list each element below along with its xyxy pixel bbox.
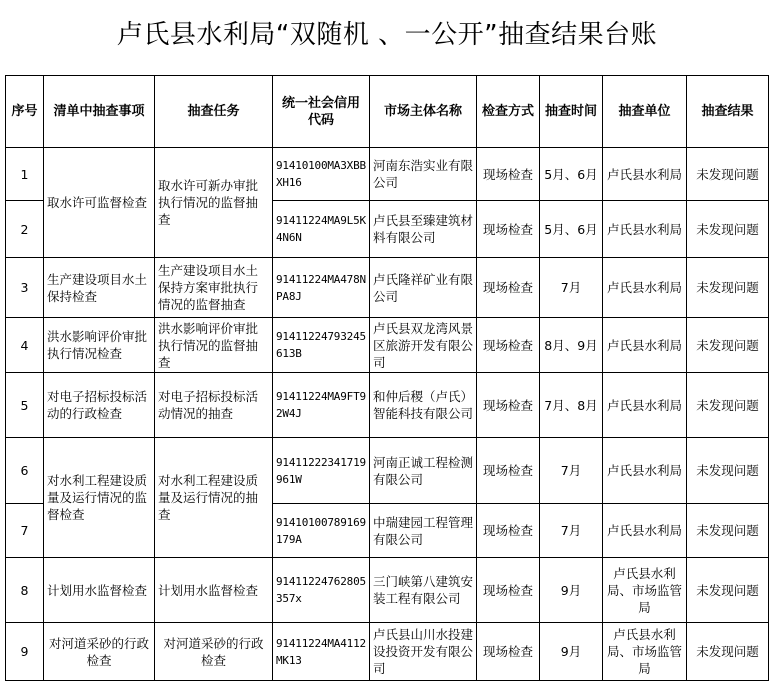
- check-method: 现场检查: [477, 504, 540, 558]
- table-row: [6, 258, 769, 318]
- entity-name: 三门峡第八建筑安装工程有限公司: [370, 558, 477, 623]
- check-time: 5月、6月: [540, 201, 603, 258]
- check-result: 未发现问题: [687, 438, 769, 504]
- check-method: 现场检查: [477, 318, 540, 373]
- check-unit: 卢氏县水利局: [603, 258, 687, 318]
- credit-code: 91410100789169179A: [273, 504, 370, 558]
- check-item: 计划用水监督检查: [44, 558, 155, 623]
- check-result: 未发现问题: [687, 258, 769, 318]
- check-result: 未发现问题: [687, 373, 769, 438]
- check-result: 未发现问题: [687, 318, 769, 373]
- check-time: 7月: [540, 504, 603, 558]
- credit-code: 91410100MA3XBBXH16: [273, 148, 370, 201]
- check-result: 未发现问题: [687, 201, 769, 258]
- entity-name: 中瑞建园工程管理有限公司: [370, 504, 477, 558]
- credit-code: 91411224MA478NPA8J: [273, 258, 370, 318]
- entity-name: 河南正诚工程检测有限公司: [370, 438, 477, 504]
- table-row: [6, 438, 769, 504]
- check-unit: 卢氏县水利局: [603, 373, 687, 438]
- check-time: 7月: [540, 258, 603, 318]
- header-cell: 检查方式: [477, 76, 540, 148]
- header-cell: 清单中抽查事项: [44, 76, 155, 148]
- check-method: 现场检查: [477, 201, 540, 258]
- check-method: 现场检查: [477, 558, 540, 623]
- table-row: [6, 148, 769, 201]
- entity-name: 河南东浩实业有限公司: [370, 148, 477, 201]
- header-cell: 抽查时间: [540, 76, 603, 148]
- check-result: 未发现问题: [687, 558, 769, 623]
- header-cell: 抽查任务: [155, 76, 273, 148]
- check-item: 洪水影响评价审批执行情况检查: [44, 318, 155, 373]
- check-task: 洪水影响评价审批执行情况的监督抽查: [155, 318, 273, 373]
- header-row: [6, 76, 769, 148]
- check-result: 未发现问题: [687, 504, 769, 558]
- check-method: 现场检查: [477, 373, 540, 438]
- credit-code: 91411222341719961W: [273, 438, 370, 504]
- credit-code: 91411224MA4112MK13: [273, 623, 370, 681]
- page-title: 卢氏县水利局“双随机 、一公开”抽查结果台账: [116, 20, 658, 50]
- header-cell: 统一社会信用代码: [273, 76, 370, 148]
- row-number: 5: [6, 373, 44, 438]
- header-cell: 序号: [6, 76, 44, 148]
- check-method: 现场检查: [477, 623, 540, 681]
- credit-code: 91411224762805357x: [273, 558, 370, 623]
- check-time: 5月、6月: [540, 148, 603, 201]
- table-row: [6, 373, 769, 438]
- check-unit: 卢氏县水利局、市场监管局: [603, 558, 687, 623]
- check-method: 现场检查: [477, 148, 540, 201]
- check-item: 对电子招标投标活动的行政检查: [44, 373, 155, 438]
- row-number: 6: [6, 438, 44, 504]
- table-row: [6, 318, 769, 373]
- check-task: 对河道采砂的行政检查: [155, 623, 273, 681]
- row-number: 8: [6, 558, 44, 623]
- check-method: 现场检查: [477, 258, 540, 318]
- check-unit: 卢氏县水利局: [603, 148, 687, 201]
- row-number: 1: [6, 148, 44, 201]
- entity-name: 卢氏县山川水投建设投资开发有限公司: [370, 623, 477, 681]
- entity-name: 卢氏隆祥矿业有限公司: [370, 258, 477, 318]
- check-task: 取水许可新办审批执行情况的监督抽查: [155, 148, 273, 258]
- credit-code: 91411224MA9L5K4N6N: [273, 201, 370, 258]
- check-time: 9月: [540, 623, 603, 681]
- table-row: [6, 558, 769, 623]
- check-task: 生产建设项目水土保持方案审批执行情况的监督抽查: [155, 258, 273, 318]
- entity-name: 卢氏县双龙湾风景区旅游开发有限公司: [370, 318, 477, 373]
- header-cell: 抽查单位: [603, 76, 687, 148]
- check-unit: 卢氏县水利局: [603, 201, 687, 258]
- check-result: 未发现问题: [687, 148, 769, 201]
- check-unit: 卢氏县水利局: [603, 504, 687, 558]
- row-number: 2: [6, 201, 44, 258]
- check-item: 生产建设项目水土保持检查: [44, 258, 155, 318]
- row-number: 3: [6, 258, 44, 318]
- entity-name: 和仲后稷（卢氏）智能科技有限公司: [370, 373, 477, 438]
- check-unit: 卢氏县水利局、市场监管局: [603, 623, 687, 681]
- check-time: 8月、9月: [540, 318, 603, 373]
- check-unit: 卢氏县水利局: [603, 318, 687, 373]
- inspection-table: [5, 75, 769, 681]
- check-unit: 卢氏县水利局: [603, 438, 687, 504]
- check-task: 对水利工程建设质量及运行情况的抽查: [155, 438, 273, 558]
- check-item: 取水许可监督检查: [44, 148, 155, 258]
- table-row: [6, 623, 769, 681]
- entity-name: 卢氏县至臻建筑材料有限公司: [370, 201, 477, 258]
- row-number: 7: [6, 504, 44, 558]
- row-number: 4: [6, 318, 44, 373]
- credit-code: 91411224793245613B: [273, 318, 370, 373]
- header-cell: 市场主体名称: [370, 76, 477, 148]
- check-time: 7月: [540, 438, 603, 504]
- header-cell: 抽查结果: [687, 76, 769, 148]
- check-task: 对电子招标投标活动情况的抽查: [155, 373, 273, 438]
- check-task: 计划用水监督检查: [155, 558, 273, 623]
- check-method: 现场检查: [477, 438, 540, 504]
- check-item: 对河道采砂的行政检查: [44, 623, 155, 681]
- row-number: 9: [6, 623, 44, 681]
- check-result: 未发现问题: [687, 623, 769, 681]
- check-item: 对水利工程建设质量及运行情况的监督检查: [44, 438, 155, 558]
- check-time: 7月、8月: [540, 373, 603, 438]
- credit-code: 91411224MA9FT92W4J: [273, 373, 370, 438]
- check-time: 9月: [540, 558, 603, 623]
